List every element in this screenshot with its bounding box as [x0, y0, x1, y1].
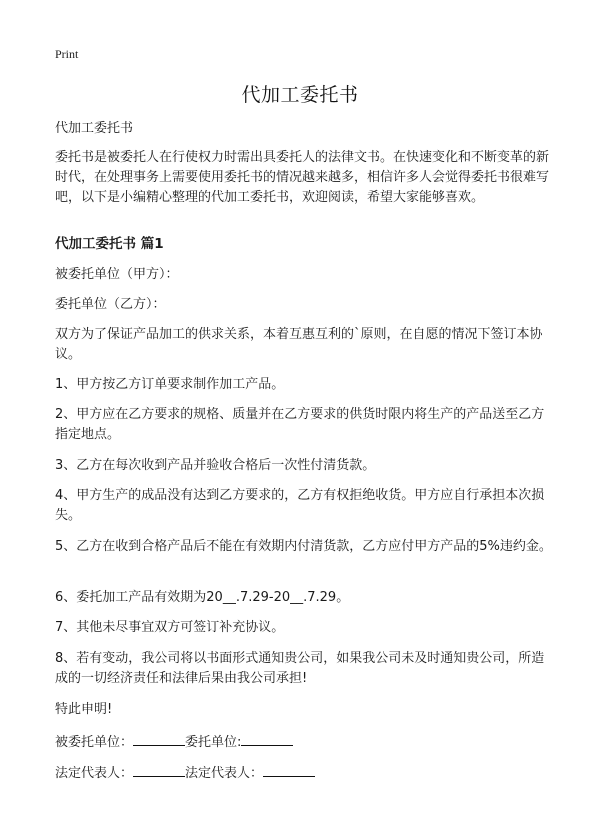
signature-blank-line — [133, 731, 185, 746]
clause-1: 1、甲方按乙方订单要求制作加工产品。 — [55, 377, 285, 392]
section-heading: 代加工委托书 篇1 — [55, 236, 164, 252]
preamble-paragraph: 双方为了保证产品加工的供求关系，本着互惠互利的`原则，在自愿的情况下签订本协议。 — [55, 327, 543, 362]
print-label: Print — [55, 47, 79, 61]
signature-blank-line — [263, 762, 315, 777]
signature-left-label: 法定代表人： — [55, 766, 134, 781]
declaration-line: 特此申明! — [55, 702, 113, 717]
clause-8: 8、若有变动，我公司将以书面形式通知贵公司，如果我公司未及时通知贵公司，所造成的一切经济责任和法律后果由我公司承担! — [55, 651, 545, 686]
clause-5: 5、乙方在收到合格产品后不能在有效期内付清货款，乙方应付甲方产品的5%违约金。 — [55, 539, 552, 554]
document-subtitle: 代加工委托书 — [55, 121, 134, 136]
intro-paragraph: 委托书是被委托人在行使权力时需出具委托人的法律文书。在快速变化和不断变革的新时代，在处理事务上需要使用委托书的情况越来越多，相信许多人会觉得委托书很难写吧，以下是小编精心整理的代加工委托书，欢迎阅读，希望大家能够喜欢。 — [55, 150, 550, 205]
signature-row-2 — [55, 762, 555, 784]
signature-row-1 — [55, 731, 555, 753]
signature-right-label: 法定代表人： — [185, 766, 264, 781]
clause-3: 3、乙方在每次收到产品并验收合格后一次性付清货款。 — [55, 458, 376, 473]
signature-left-label: 被委托单位： — [55, 735, 134, 750]
party-b-line: 委托单位（乙方）： — [55, 297, 166, 312]
party-a-line: 被委托单位（甲方）： — [55, 267, 179, 282]
clause-2: 2、甲方应在乙方要求的规格、质量并在乙方要求的供货时限内将生产的产品送至乙方指定地点。 — [55, 407, 545, 442]
clause-6: 6、委托加工产品有效期为20__.7.29-20__.7.29。 — [55, 590, 350, 605]
signature-right-label: 委托单位: — [185, 735, 242, 750]
clause-4: 4、甲方生产的成品没有达到乙方要求的，乙方有权拒绝收货。甲方应自行承担本次损失。 — [55, 488, 545, 523]
document-title: 代加工委托书 — [241, 84, 359, 106]
signature-blank-line — [133, 762, 185, 777]
clause-7: 7、其他未尽事宜双方可签订补充协议。 — [55, 620, 285, 635]
signature-blank-line — [241, 731, 293, 746]
